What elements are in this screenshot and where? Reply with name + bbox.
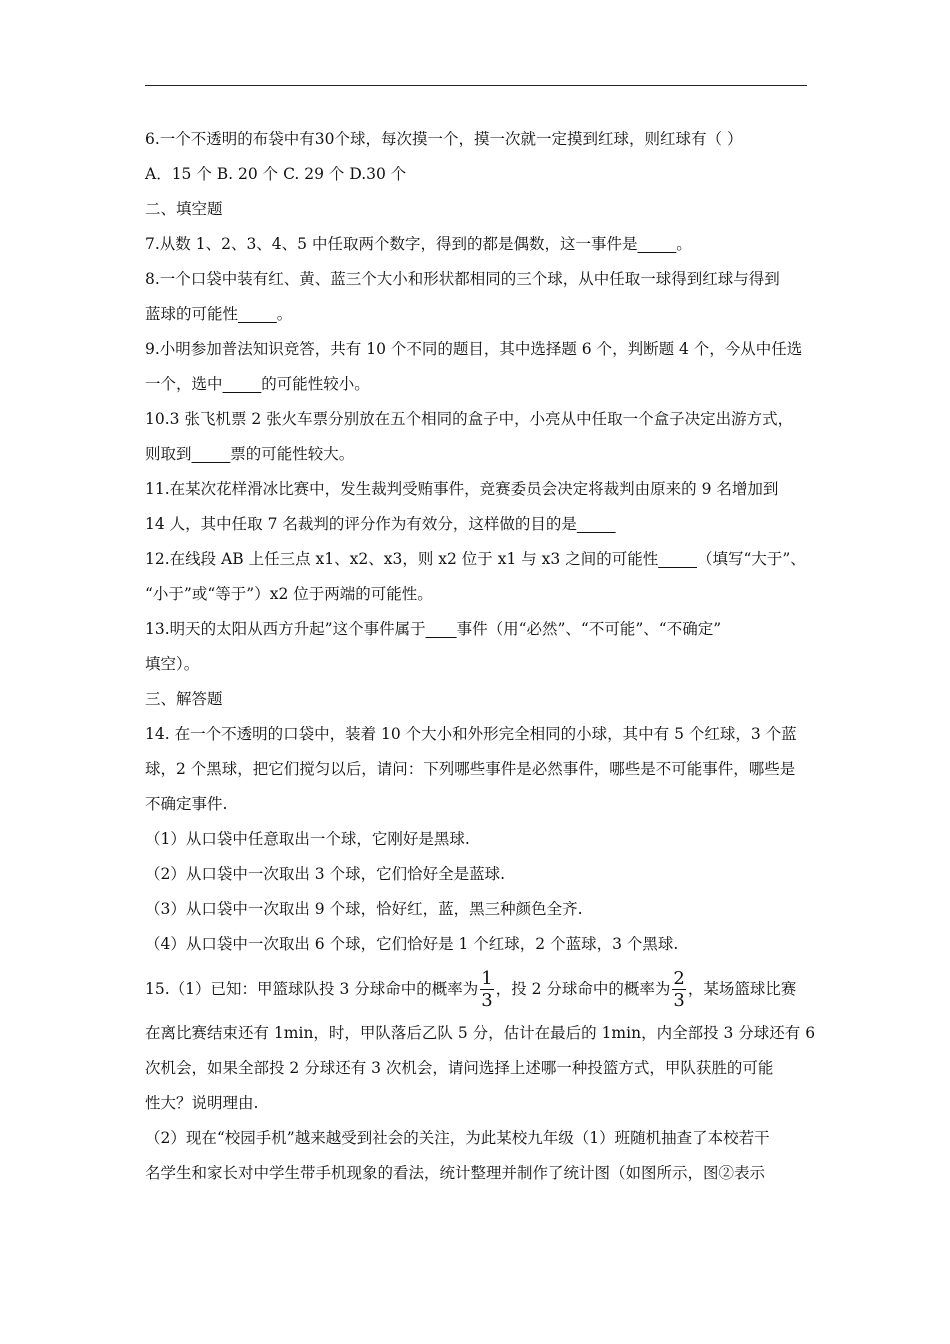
question-15-line-3: 次机会，如果全部投 2 分球还有 3 次机会，请问选择上述哪一种投篮方式，甲队获胜的可能 xyxy=(145,1059,774,1077)
question-14-line-2: 球，2 个黑球，把它们搅匀以后，请问：下列哪些事件是必然事件，哪些是不可能事件，哪些是 xyxy=(145,760,796,778)
fraction-denominator: 3 xyxy=(673,990,685,1011)
question-14-line-1: 14. 在一个不透明的口袋中，装着 10 个大小和外形完全相同的小球，其中有 5 个红球，3 个蓝 xyxy=(145,725,797,743)
document-body xyxy=(145,122,815,1191)
question-15-part-2-line-2: 名学生和家长对中学生带手机现象的看法，统计整理并制作了统计图（如图所示，图②表示 xyxy=(145,1164,766,1182)
section-heading-fill-in: 二、填空题 xyxy=(145,200,223,218)
question-15-line-4: 性大？说明理由. xyxy=(145,1094,259,1112)
question-10-line-2 xyxy=(145,437,815,472)
answer-blank: _____ xyxy=(658,550,697,568)
question-9-end: 的可能性较小。 xyxy=(261,375,370,393)
question-11-line-1: 11.在某次花样滑冰比赛中，发生裁判受贿事件，竞赛委员会决定将裁判由原来的 9 名增加到 xyxy=(145,480,779,498)
fraction-one-third xyxy=(480,970,493,1010)
question-9-text: 一个，选中 xyxy=(145,375,223,393)
question-8-line-1: 8.一个口袋中装有红、黄、蓝三个大小和形状都相同的三个球，从中任取一球得到红球与得到 xyxy=(145,270,780,288)
answer-blank: _____ xyxy=(191,445,231,463)
fraction-numerator: 1 xyxy=(481,968,493,989)
question-13-text: 13.明天的太阳从西方升起”这个事件属于 xyxy=(145,620,426,638)
fraction-two-thirds xyxy=(672,970,685,1010)
question-6: 6.一个不透明的布袋中有30个球，每次摸一个，摸一次就一定摸到红球，则红球有（ ） xyxy=(145,130,743,148)
answer-blank: ____ xyxy=(425,620,457,638)
answer-blank: _____ xyxy=(238,305,277,323)
question-8-text: 蓝球的可能性 xyxy=(145,305,239,323)
header-rule xyxy=(145,85,807,86)
question-10-text: 则取到 xyxy=(145,445,192,463)
answer-blank: _____ xyxy=(222,375,262,393)
question-15-line-2: 在离比赛结束还有 1min，时，甲队落后乙队 5 分，估计在最后的 1min，内全部投 3 分球还有 6 xyxy=(145,1024,816,1042)
fraction-numerator: 2 xyxy=(673,968,685,989)
question-10-end: 票的可能性较大。 xyxy=(230,445,355,463)
section-heading-solve: 三、解答题 xyxy=(145,690,223,708)
question-9-line-1: 9.小明参加普法知识竞答，共有 10 个不同的题目，其中选择题 6 个，判断题 4 个，今从中任选 xyxy=(145,340,803,358)
question-14-item-4: （4）从口袋中一次取出 6 个球，它们恰好是 1 个红球，2 个蓝球，3 个黑球. xyxy=(145,935,679,953)
question-13-line-2: 填空）。 xyxy=(145,655,200,673)
question-12-line-2: “小于”或“等于”）x2 位于两端的可能性。 xyxy=(145,585,433,603)
question-13-line-1 xyxy=(145,612,815,647)
question-14-item-2: （2）从口袋中一次取出 3 个球，它们恰好全是蓝球. xyxy=(145,865,506,883)
question-15-text: 15.（1）已知：甲篮球队投 3 分球命中的概率为 xyxy=(145,980,479,998)
fraction-denominator: 3 xyxy=(481,990,493,1011)
question-6-options: A．15 个 B. 20 个 C. 29 个 D.30 个 xyxy=(145,165,407,183)
question-10-line-1: 10.3 张飞机票 2 张火车票分别放在五个相同的盒子中，小亮从中任取一个盒子决定出游方式， xyxy=(145,410,794,428)
question-8-line-2 xyxy=(145,297,815,332)
question-11-text: 14 人，其中任取 7 名裁判的评分作为有效分，这样做的目的是 xyxy=(145,515,577,533)
question-14-item-3: （3）从口袋中一次取出 9 个球，恰好红，蓝，黑三种颜色全齐. xyxy=(145,900,583,918)
question-15-part-2-line-1: （2）现在“校园手机”越来越受到社会的关注，为此某校九年级（1）班随机抽查了本校若干 xyxy=(145,1129,770,1147)
question-14-item-1: （1）从口袋中任意取出一个球，它刚好是黑球. xyxy=(145,830,470,848)
question-14-line-3: 不确定事件. xyxy=(145,795,228,813)
answer-blank: _____ xyxy=(576,515,616,533)
question-15-text-end: ，某场篮球比赛 xyxy=(687,980,797,998)
question-7 xyxy=(145,227,815,262)
question-12-hint: （填写“大于”、 xyxy=(696,550,806,568)
question-9-line-2 xyxy=(145,367,815,402)
question-12-text: 12.在线段 AB 上任三点 x1、x2、x3，则 x2 位于 x1 与 x3 之间的可能性 xyxy=(145,550,659,568)
question-8-end: 。 xyxy=(276,305,293,323)
question-15-line-1 xyxy=(145,962,815,1016)
question-12-line-1 xyxy=(145,542,815,577)
question-13-hint: 事件（用“必然”、“不可能”、“不确定” xyxy=(456,620,722,638)
question-7-text: 7.从数 1、2、3、4、5 中任取两个数字，得到的都是偶数，这一事件是 xyxy=(145,235,638,253)
answer-blank: _____ xyxy=(637,235,677,253)
question-15-text-mid: ，投 2 分球命中的概率为 xyxy=(495,980,671,998)
question-7-end: 。 xyxy=(676,235,692,253)
question-11-line-2 xyxy=(145,507,815,542)
